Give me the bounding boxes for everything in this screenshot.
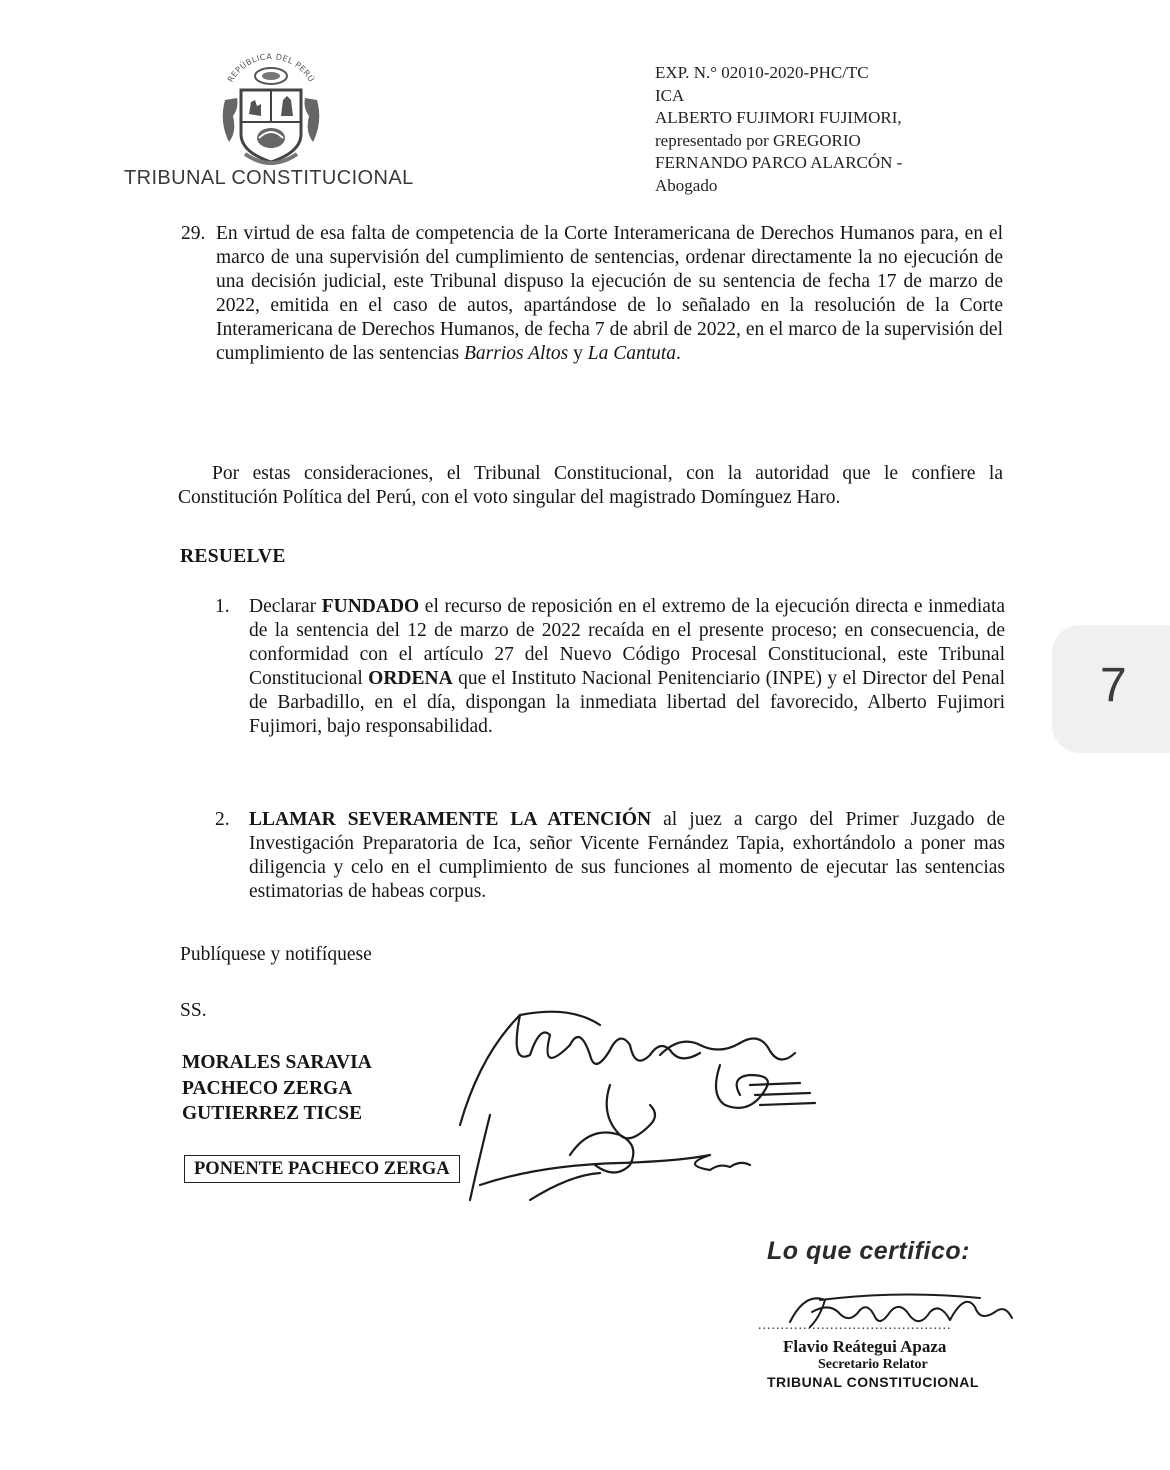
- case-number: EXP. N.° 02010-2020-PHC/TC: [655, 63, 869, 82]
- case-header: [655, 62, 902, 197]
- case-city: ICA: [655, 85, 685, 105]
- item-text: Declarar FUNDADO el recurso de reposición en el extremo de la ejecución directa e inmediata de la sentencia del 12 de marzo de 2022 recaída en el presente proceso; en consecuencia, de conformidad con el artículo 27 del Nuevo Código Procesal Constitucional, este Tribunal Constitucional ORDENA que el Instituto Nacional Penitenciario (INPE) y el Director del Penal de Barbadillo, en el día, dispongan la inmediata libertad del favorecido, Alberto Fujimori Fujimori, bajo responsabilidad.: [249, 596, 1006, 737]
- item-text: LLAMAR SEVERAMENTE LA ATENCIÓN al juez a cargo del Primer Juzgado de Investigación Preparatoria de Ica, señor Vicente Fernández Tapia, exhortándolo a poner mas diligencia y celo en el cumplimiento de sus funciones al momento de ejecutar las sentencias estimatorias de habeas corpus.: [249, 809, 1005, 902]
- resuelve-heading: RESUELVE: [180, 546, 286, 567]
- case-lawyer-role: Abogado: [655, 175, 718, 195]
- coat-of-arms-icon: [215, 52, 327, 170]
- resolution-item-2: [215, 808, 1005, 904]
- item-number: 1.: [215, 596, 230, 617]
- magistrate-name: GUTIERREZ TICSE: [182, 1103, 363, 1124]
- institution-label: TRIBUNAL CONSTITUCIONAL: [124, 167, 414, 189]
- certification-heading: Lo que certifico:: [767, 1237, 970, 1265]
- closing-formula: Publíquese y notifíquese: [180, 944, 372, 965]
- secretary-role: Secretario Relator: [818, 1357, 928, 1372]
- case-la-cantuta: La Cantuta: [587, 343, 677, 364]
- case-representation: representado por GREGORIO: [655, 130, 861, 150]
- page-number-badge: [1052, 625, 1170, 753]
- magistrates-list: [182, 1050, 372, 1127]
- item-number: 2.: [215, 809, 230, 830]
- ponente-box: PONENTE PACHECO ZERGA: [184, 1155, 460, 1183]
- magistrate-name: MORALES SARAVIA: [182, 1052, 372, 1073]
- case-barrios-altos: Barrios Altos: [464, 343, 569, 364]
- signature-line: ...........................................: [758, 1318, 952, 1333]
- magistrates-signatures: [420, 995, 840, 1210]
- paragraph-number: 29.: [181, 223, 206, 244]
- considerations-paragraph: Por estas consideraciones, el Tribunal Constitucional, con la autoridad que le confiere la Constitución Política del Perú, con el voto singular del magistrado Domínguez Haro.: [178, 463, 1003, 508]
- paragraph-29: [181, 222, 1003, 366]
- secretary-name: Flavio Reátegui Apaza: [783, 1337, 947, 1356]
- case-party: ALBERTO FUJIMORI FUJIMORI,: [655, 108, 902, 127]
- paragraph-text: En virtud de esa falta de competencia de la Corte Interamericana de Derechos Humanos para, en el marco de una supervisión del cumplimiento de sentencias, ordenar directamente la no ejecución de una decisión judicial, este Tribunal dispuso la ejecución de su sentencia de fecha 17 de marzo de 2022, emitida en el caso de autos, apartándose de lo señalado en la resolución de la Corte Interamericana de Derechos Humanos, de fecha 7 de abril de 2022, en el marco de la supervisión del cumplimiento de las sentencias Barrios Altos y La Cantuta.: [216, 223, 1003, 364]
- magistrate-name: PACHECO ZERGA: [182, 1077, 353, 1099]
- resolution-item-1: [215, 595, 1005, 739]
- page-number: 7: [1100, 659, 1127, 712]
- ss-label: SS.: [180, 1000, 207, 1021]
- secretary-institution: TRIBUNAL CONSTITUCIONAL: [767, 1374, 979, 1390]
- svg-text:REPÚBLICA DEL PERÚ: REPÚBLICA DEL PERÚ: [225, 52, 317, 84]
- case-lawyer: FERNANDO PARCO ALARCÓN -: [655, 153, 903, 172]
